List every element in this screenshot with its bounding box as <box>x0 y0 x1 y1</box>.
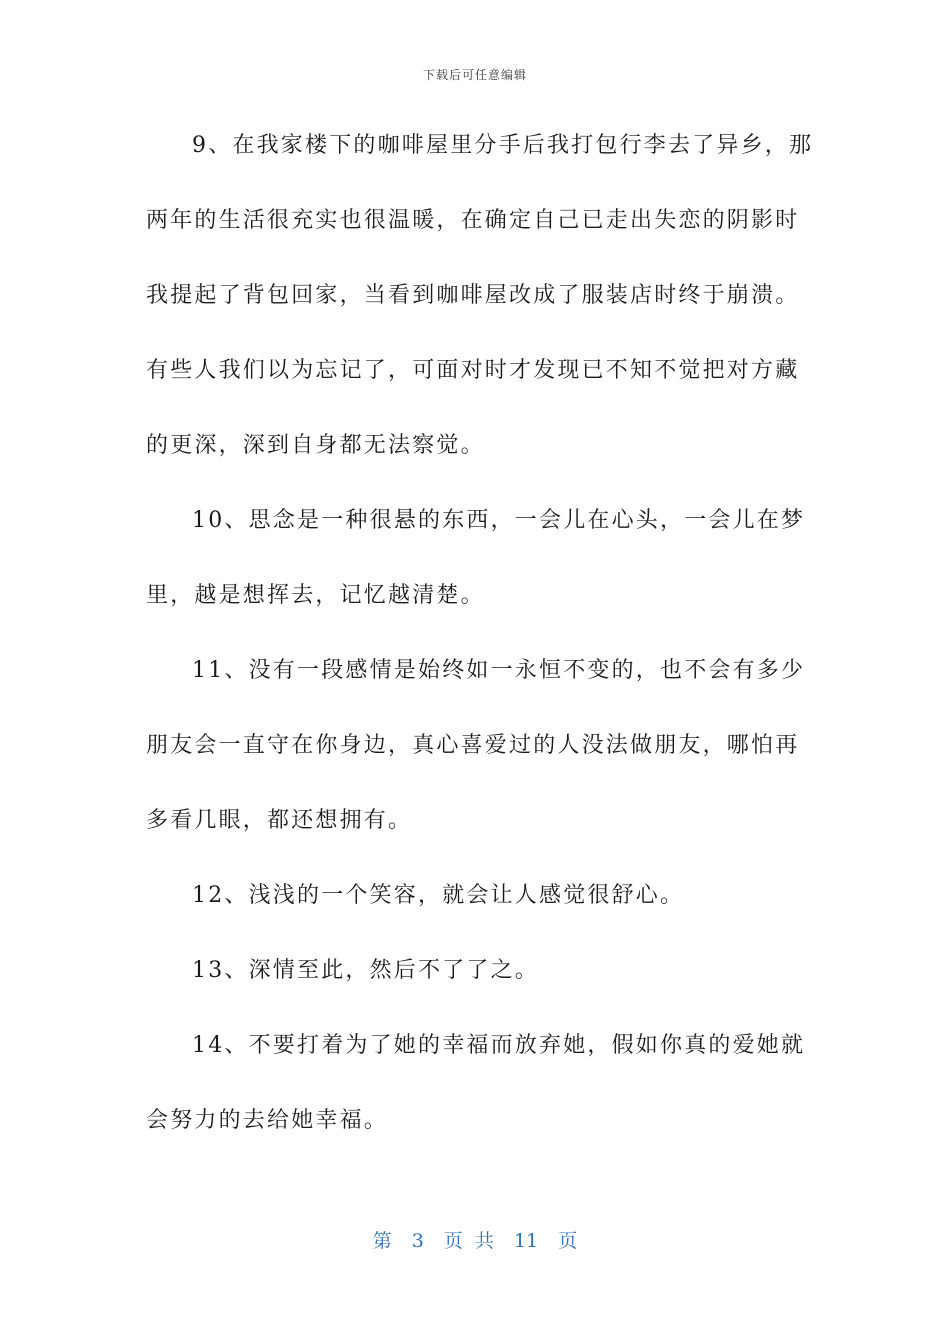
page-label-middle: 页 共 <box>443 1230 494 1252</box>
paragraph-9 <box>146 108 818 483</box>
text-line: 13、深情至此，然后不了了之。 <box>192 958 539 983</box>
paragraph-13 <box>146 933 818 1008</box>
document-body <box>146 108 818 1158</box>
text-line: 会努力的去给她幸福。 <box>146 1108 389 1133</box>
text-line: 多看几眼，都还想拥有。 <box>146 808 413 833</box>
text-line: 有些人我们以为忘记了，可面对时才发现已不知不觉把对方藏 <box>146 358 800 383</box>
text-line: 9、在我家楼下的咖啡屋里分手后我打包行李去了异乡，那 <box>192 133 814 158</box>
text-line: 我提起了背包回家，当看到咖啡屋改成了服装店时终于崩溃。 <box>146 283 800 308</box>
text-line: 朋友会一直守在你身边，真心喜爱过的人没法做朋友，哪怕再 <box>146 733 800 758</box>
text-line: 12、浅浅的一个笑容，就会让人感觉很舒心。 <box>192 883 685 908</box>
total-page-count: 11 <box>514 1230 539 1252</box>
page-label-suffix: 页 <box>558 1230 578 1252</box>
current-page-number: 3 <box>411 1230 424 1252</box>
page-footer <box>0 1226 950 1253</box>
text-line: 的更深，深到自身都无法察觉。 <box>146 433 485 458</box>
paragraph-14 <box>146 1008 818 1158</box>
text-line: 两年的生活很充实也很温暖，在确定自己已走出失恋的阴影时 <box>146 208 800 233</box>
paragraph-11 <box>146 633 818 858</box>
text-line: 10、思念是一种很悬的东西，一会儿在心头，一会儿在梦 <box>192 508 806 533</box>
text-line: 11、没有一段感情是始终如一永恒不变的，也不会有多少 <box>192 658 806 683</box>
text-line: 14、不要打着为了她的幸福而放弃她，假如你真的爱她就 <box>192 1033 806 1058</box>
text-line: 里，越是想挥去，记忆越清楚。 <box>146 583 485 608</box>
paragraph-12 <box>146 858 818 933</box>
paragraph-10 <box>146 483 818 633</box>
page-label-prefix: 第 <box>372 1230 392 1252</box>
page-header: 下载后可任意编辑 <box>422 68 527 82</box>
